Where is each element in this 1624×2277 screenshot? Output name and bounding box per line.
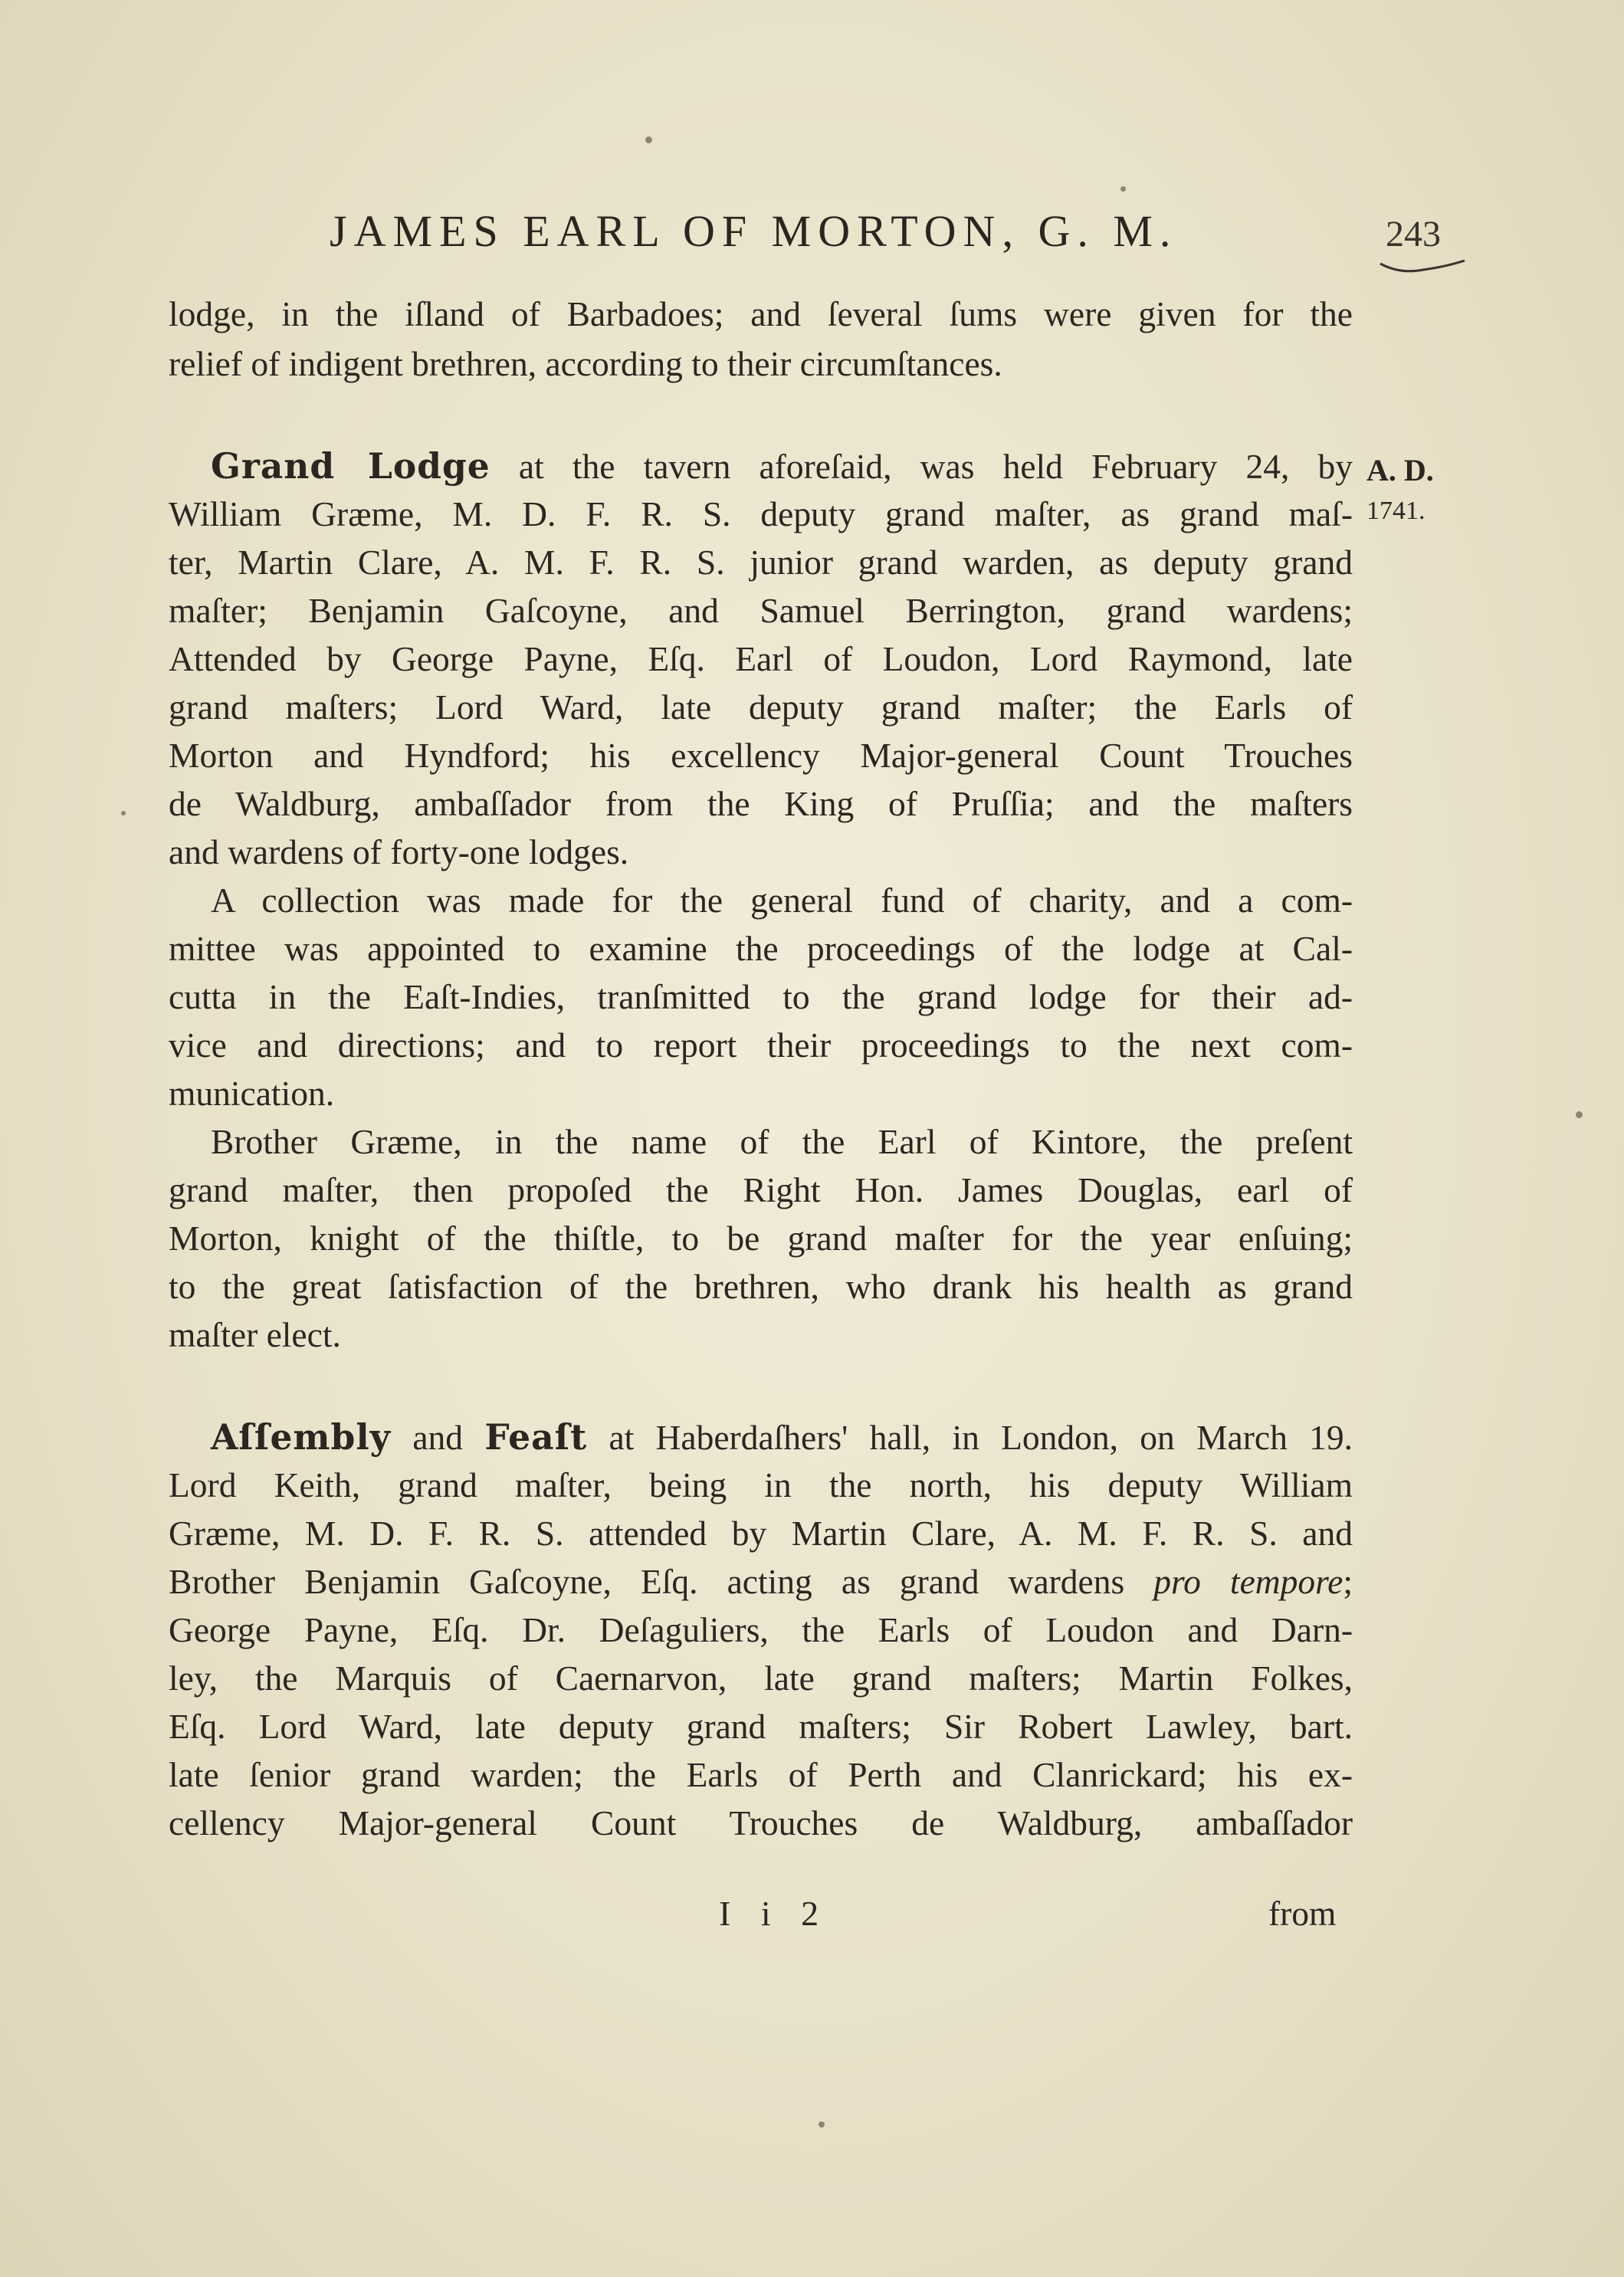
margin-year: 1741.	[1366, 497, 1426, 525]
signature-mark: I i 2	[719, 1894, 830, 1933]
text-line: de Waldburg, ambaſſador from the King of Pruſſia; and the maſters	[169, 784, 1353, 823]
text-line: maſter; Benjamin Gaſcoyne, and Samuel Berrington, grand wardens;	[169, 591, 1353, 630]
text-line: ley, the Marquis of Caernarvon, late grand maſters; Martin Folkes,	[169, 1659, 1353, 1698]
text-line: mittee was appointed to examine the proceedings of the lodge at Cal-	[169, 929, 1353, 968]
text-line: munication.	[169, 1074, 335, 1113]
text-line: Brother Benjamin Gaſcoyne, Eſq. acting as grand wardens pro tempore;	[169, 1562, 1353, 1601]
text-line: grand maſter, then propoſed the Right Hon. James Douglas, earl of	[169, 1170, 1353, 1209]
text-line: and wardens of forty-one lodges.	[169, 832, 629, 871]
paper-speck	[1576, 1111, 1583, 1118]
blackletter-heading: Grand Lodge	[211, 445, 490, 487]
text-line: cellency Major-general Count Trouches de Waldburg, ambaſſador	[169, 1803, 1353, 1842]
blackletter-heading: Aſſembly	[211, 1416, 392, 1458]
margin-year-label: A. D.	[1366, 453, 1434, 487]
text-line: Morton, knight of the thiſtle, to be grand maſter for the year enſuing;	[169, 1219, 1353, 1258]
text-line: vice and directions; and to report their proceedings to the next com-	[169, 1025, 1353, 1065]
page-number-flourish	[1377, 258, 1469, 276]
paper-speck	[121, 811, 126, 815]
text-line: Eſq. Lord Ward, late deputy grand maſters; Sir Robert Lawley, bart.	[169, 1707, 1353, 1746]
paper-speck	[1120, 186, 1126, 192]
section-heading-line: Aſſembly and Feaſt at Haberdaſhers' hall, in London, on March 19.	[211, 1416, 1353, 1458]
running-title: JAMES EARL OF MORTON, G. M.	[330, 206, 1178, 256]
catchword: from	[1268, 1894, 1337, 1933]
text-line: George Payne, Eſq. Dr. Deſaguliers, the Earls of Loudon and Darn-	[169, 1610, 1353, 1649]
text-line: maſter elect.	[169, 1315, 341, 1354]
text-line: late ſenior grand warden; the Earls of Perth and Clanrickard; his ex-	[169, 1755, 1353, 1794]
text-line: Lord Keith, grand maſter, being in the north, his deputy William	[169, 1465, 1353, 1504]
text-line: A collection was made for the general fund of charity, and a com-	[211, 881, 1353, 920]
text-line: cutta in the Eaſt-Indies, tranſmitted to the grand lodge for their ad-	[169, 977, 1353, 1016]
paper-speck	[645, 136, 652, 143]
text-line: Brother Græme, in the name of the Earl of Kintore, the preſent	[211, 1122, 1353, 1161]
paper-speck	[819, 2121, 825, 2128]
text-line: relief of indigent brethren, according to their circumſtances.	[169, 344, 1002, 383]
text-line: ter, Martin Clare, A. M. F. R. S. junior grand warden, as deputy grand	[169, 543, 1353, 582]
text-line: William Græme, M. D. F. R. S. deputy grand maſter, as grand maſ-	[169, 494, 1353, 533]
text-line: lodge, in the iſland of Barbadoes; and ſeveral ſums were given for the	[169, 294, 1353, 333]
text-line: grand maſters; Lord Ward, late deputy grand maſter; the Earls of	[169, 687, 1353, 727]
text-line: to the great ſatisfaction of the brethren, who drank his health as grand	[169, 1267, 1353, 1306]
text-line: Græme, M. D. F. R. S. attended by Martin Clare, A. M. F. R. S. and	[169, 1514, 1353, 1553]
page-number: 243	[1386, 214, 1441, 254]
text-line: Morton and Hyndford; his excellency Major-general Count Trouches	[169, 736, 1353, 775]
text-line: Attended by George Payne, Eſq. Earl of Loudon, Lord Raymond, late	[169, 639, 1353, 678]
blackletter-heading: Feaſt	[484, 1416, 588, 1458]
section-heading-line: Grand Lodge at the tavern aforeſaid, was held February 24, by	[211, 445, 1353, 487]
